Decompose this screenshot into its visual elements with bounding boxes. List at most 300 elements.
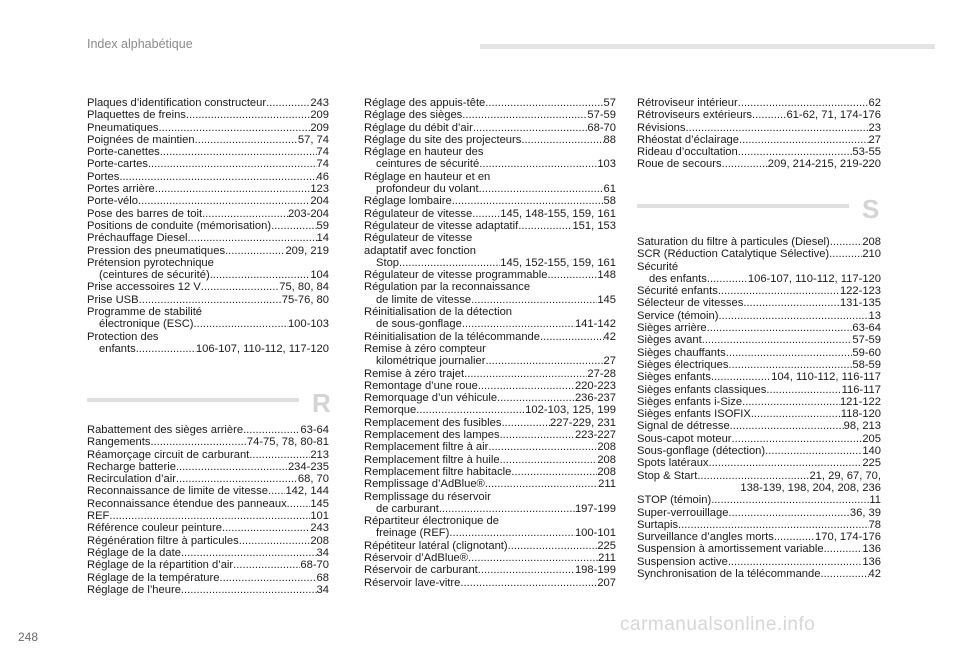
index-pages: 208	[862, 236, 881, 248]
index-entry	[364, 392, 616, 404]
index-entry-heading: Réinitialisation de la détection	[364, 306, 513, 319]
dot-leader	[210, 269, 311, 281]
index-pages: 220-223	[574, 379, 616, 392]
index-entry	[637, 146, 881, 158]
index-term: Portes	[87, 170, 120, 183]
index-term: Réamorçage circuit de carburant	[87, 448, 250, 461]
index-entry-heading: Régulateur de vitesse	[364, 232, 473, 245]
index-pages: 145	[310, 497, 329, 510]
dot-leader	[160, 146, 317, 158]
index-pages: 208	[597, 441, 616, 454]
index-term: Saturation du filtre à particules (Diesel)	[637, 236, 830, 248]
index-term: Suspension à amortissement variable	[637, 543, 824, 556]
dot-leader	[488, 441, 597, 453]
index-entry	[364, 97, 616, 109]
index-term: Rhéostat d’éclairage	[637, 133, 739, 146]
dot-leader	[471, 294, 597, 306]
dot-leader	[479, 158, 597, 170]
index-pages: 225	[862, 457, 881, 470]
index-pages: 243	[310, 97, 329, 109]
dot-leader	[686, 122, 869, 134]
index-term: Sièges enfants classiques	[637, 383, 767, 396]
index-pages: 104	[310, 269, 329, 282]
dot-leader	[239, 535, 311, 547]
index-term: Synchronisation de la télécommande	[637, 568, 821, 581]
index-entry	[637, 297, 881, 309]
index-entry	[87, 485, 329, 497]
dot-leader	[186, 109, 310, 121]
index-term: Répétiteur latéral (clignotant)	[364, 539, 508, 552]
dot-leader	[508, 540, 598, 552]
dot-leader	[722, 158, 768, 170]
dot-leader	[452, 195, 604, 207]
index-pages: 208	[310, 534, 329, 547]
index-term: kilométrique journalier	[376, 355, 486, 368]
index-column-1-top	[87, 97, 329, 355]
index-term: Recharge batterie	[87, 460, 176, 473]
index-term: Service (témoin)	[637, 309, 719, 322]
dot-leader	[743, 297, 840, 309]
index-term: Rétroviseur intérieur	[637, 97, 738, 109]
header-bar	[480, 44, 935, 49]
index-entry	[364, 552, 616, 564]
index-term: SCR (Réduction Catalytique Sélective)	[637, 248, 830, 261]
dot-leader	[521, 134, 603, 146]
dot-leader	[501, 417, 550, 429]
index-term: Réinitialisation de la télécommande	[364, 330, 540, 343]
index-entry-heading: Remise à zéro compteur	[364, 342, 486, 355]
index-entry	[87, 436, 329, 448]
index-term: Porte-cartes	[87, 158, 148, 171]
index-pages: 62	[868, 97, 881, 109]
index-entry-heading: Régulation par la reconnaissance	[364, 281, 531, 294]
index-entry	[87, 158, 329, 170]
index-term: Pression des pneumatiques	[87, 244, 226, 257]
section-divider-r	[87, 398, 299, 402]
index-pages: 42	[603, 330, 616, 343]
index-pages: 205	[862, 432, 881, 445]
index-term: de carburant	[376, 502, 439, 515]
dot-leader	[751, 408, 841, 420]
index-entry	[87, 473, 329, 485]
index-term: Référence couleur peinture	[87, 522, 222, 535]
index-pages: 211	[598, 478, 616, 491]
index-term: Régénération filtre à particules	[87, 534, 239, 547]
index-term: profondeur du volant	[376, 183, 479, 196]
dot-leader	[462, 318, 575, 330]
index-term: Régulateur de vitesse	[364, 207, 473, 220]
dot-leader	[222, 522, 310, 534]
index-entry	[364, 355, 616, 367]
index-pages: 27	[868, 133, 881, 146]
index-pages: 136	[862, 555, 881, 568]
index-entry	[87, 220, 329, 232]
index-pages: 27-28	[587, 367, 616, 380]
dot-leader	[201, 281, 279, 293]
dot-leader	[478, 380, 575, 392]
index-term: Rabattement des sièges arrière	[87, 424, 244, 436]
index-pages: 145, 152-155, 159, 161	[500, 256, 616, 269]
index-pages: 59-60	[852, 346, 881, 359]
index-entry	[87, 232, 329, 244]
index-term: électronique (ESC)	[99, 318, 194, 331]
index-term: de limite de vitesse	[376, 293, 472, 306]
index-term: Plaques d’identification constructeur	[87, 97, 267, 109]
index-entry	[637, 556, 881, 568]
section-title: Index alphabétique	[87, 37, 193, 51]
dot-leader	[194, 318, 288, 330]
index-pages: 145	[597, 293, 616, 306]
index-term: Réglage des sièges	[364, 109, 463, 122]
index-pages: 136	[862, 543, 881, 556]
index-pages: 21, 29, 67, 70,	[809, 469, 881, 482]
index-entry	[637, 494, 881, 506]
dot-leader	[176, 461, 288, 473]
dot-leader	[485, 478, 598, 490]
dot-leader	[249, 449, 310, 461]
index-entry	[637, 359, 881, 371]
index-term: STOP (témoin)	[637, 494, 712, 507]
index-term: Positions de conduite (mémorisation)	[87, 219, 272, 232]
index-entry	[364, 220, 616, 232]
dot-leader	[416, 404, 525, 416]
index-pages: 57	[603, 97, 616, 109]
index-pages: 103	[597, 158, 616, 171]
index-term: Sélecteur de vitesses	[637, 297, 744, 310]
dot-leader	[718, 310, 868, 322]
index-entry	[364, 527, 616, 539]
dot-leader	[728, 359, 852, 371]
index-term: Sièges chauffants	[637, 346, 726, 359]
index-term: Poignées de maintien	[87, 133, 195, 146]
index-pages: 106-107, 110-112, 117-120	[195, 342, 329, 355]
index-entry	[87, 522, 329, 534]
index-pages: 14	[316, 232, 329, 245]
index-entry	[364, 368, 616, 380]
dot-leader	[765, 445, 862, 457]
dot-leader	[726, 347, 853, 359]
index-term: Sièges enfants i-Size	[637, 395, 743, 408]
dot-leader	[738, 146, 853, 158]
section-letter-s: S	[862, 194, 880, 224]
index-term: Réglage du site des projecteurs	[364, 133, 522, 146]
index-term: Rétroviseurs extérieurs	[637, 109, 753, 122]
index-entry	[87, 572, 329, 584]
index-entry	[87, 535, 329, 547]
index-entry	[637, 543, 881, 555]
index-pages: 100-101	[574, 527, 616, 540]
dot-leader	[829, 248, 862, 260]
dot-leader	[702, 334, 853, 346]
index-pages: 198-199	[574, 564, 616, 577]
index-pages: 100-103	[287, 318, 329, 331]
index-pages: 142, 144	[285, 485, 329, 498]
index-term: Remplacement filtre à huile	[364, 453, 500, 466]
index-term: Signal de détresse	[637, 420, 730, 433]
index-pages: 236-237	[574, 392, 616, 405]
index-pages: 36, 39	[849, 506, 881, 519]
index-term: (ceintures de sécurité)	[99, 269, 210, 282]
index-pages: 210	[862, 248, 881, 261]
index-entry	[637, 470, 881, 482]
index-term: des enfants	[649, 272, 707, 285]
index-pages: 209	[310, 109, 329, 122]
index-pages: 213	[310, 448, 329, 461]
index-entry	[87, 183, 329, 195]
index-pages: 197-199	[574, 502, 616, 515]
index-term: Sièges enfants ISOFIX	[637, 408, 751, 421]
index-entry	[87, 510, 329, 522]
index-term: Remorque	[364, 404, 417, 417]
index-entry	[637, 122, 881, 134]
dot-leader	[460, 577, 597, 589]
index-entry	[87, 208, 329, 220]
index-column-3-bottom	[637, 236, 881, 580]
dot-leader	[159, 122, 311, 134]
index-pages: 227-229, 231	[550, 416, 616, 429]
index-entry	[364, 454, 616, 466]
index-term: Réglage lombaire	[364, 195, 452, 208]
index-term: Remplissage d’AdBlue®	[364, 478, 485, 491]
index-pages: 141-142	[574, 318, 616, 331]
index-term: REF	[87, 510, 110, 523]
index-pages: 63-64	[300, 424, 329, 436]
index-entry-heading: Remplissage du réservoir	[364, 490, 491, 503]
index-column-3-top	[637, 97, 881, 171]
dot-leader	[697, 470, 809, 482]
index-term: Sièges arrière	[637, 322, 707, 335]
index-pages: 59	[316, 219, 329, 232]
dot-leader	[155, 183, 311, 195]
index-pages: 203-204	[287, 207, 329, 220]
dot-leader	[742, 396, 840, 408]
index-term: Rideau d’occultation	[637, 146, 738, 159]
index-pages: 13	[868, 309, 881, 322]
section-divider-s	[637, 204, 849, 208]
index-pages: 208	[597, 453, 616, 466]
index-entry-heading: Protection des	[87, 330, 159, 343]
index-entry	[637, 273, 881, 285]
index-entry	[364, 257, 616, 269]
index-pages: 209, 219	[285, 244, 329, 257]
dot-leader	[266, 97, 310, 109]
dot-leader	[464, 368, 587, 380]
dot-leader	[485, 97, 603, 109]
dot-leader	[268, 485, 285, 497]
index-entry	[637, 408, 881, 420]
index-term: Régulateur de vitesse adaptatif	[364, 219, 519, 232]
index-entry	[637, 519, 881, 531]
index-term: Porte-canettes	[87, 146, 160, 159]
index-entry	[637, 158, 881, 170]
index-pages: 204	[310, 195, 329, 208]
index-pages: 58	[603, 195, 616, 208]
index-pages: 75, 80, 84	[279, 281, 329, 294]
index-pages: 148	[597, 269, 616, 282]
index-entry	[637, 236, 881, 248]
index-pages: 104, 110-112, 116-117	[771, 371, 881, 384]
index-term: Réservoir lave-vitre	[364, 576, 461, 589]
index-pages: 74	[316, 146, 329, 159]
index-pages: 63-64	[852, 322, 881, 335]
index-entry	[637, 433, 881, 445]
index-pages: 68, 70	[297, 473, 329, 486]
dot-leader	[109, 510, 310, 522]
index-entry	[87, 269, 329, 281]
index-entry-heading: Prétension pyrotechnique	[87, 256, 214, 269]
index-entry	[637, 322, 881, 334]
index-entry	[364, 404, 616, 416]
index-entry	[637, 371, 881, 383]
index-pages: 75-76, 80	[281, 293, 329, 306]
index-term: Réglage de la date	[87, 546, 181, 559]
index-pages: 123	[310, 183, 329, 196]
index-term: Suspension active	[637, 555, 728, 568]
index-entry	[637, 97, 881, 109]
index-entry	[364, 294, 616, 306]
index-pages: 57, 74	[297, 133, 329, 146]
dot-leader	[709, 457, 863, 469]
index-term: Prise USB	[87, 293, 139, 306]
index-term: de sous-gonflage	[376, 318, 462, 331]
dot-leader	[462, 109, 587, 121]
index-term: Sous-capot moteur	[637, 432, 732, 445]
index-entry	[87, 294, 329, 306]
index-term: Remplacement filtre habitacle	[364, 465, 512, 478]
index-term: Portes arrière	[87, 183, 155, 196]
index-entry	[87, 547, 329, 559]
index-term: Porte-vélo	[87, 195, 138, 208]
dot-leader	[478, 564, 575, 576]
index-term: Sièges enfants	[637, 371, 712, 384]
page-number: 248	[18, 630, 39, 644]
index-pages: 68-70	[300, 559, 329, 572]
index-term: Reconnaissance étendue des panneaux	[87, 497, 287, 510]
dot-leader	[472, 208, 500, 220]
index-entry	[637, 507, 881, 519]
index-pages: 118-120	[840, 408, 881, 421]
index-entry	[637, 457, 881, 469]
index-pages: 131-135	[839, 297, 881, 310]
index-term: freinage (REF)	[376, 527, 450, 540]
dot-leader	[752, 109, 786, 121]
index-entry	[637, 134, 881, 146]
index-pages: 243	[310, 522, 329, 535]
index-entry	[637, 420, 881, 432]
index-term: Remplacement filtre à air	[364, 441, 489, 454]
index-pages: 207	[597, 576, 616, 589]
index-term: Réglage de l’heure	[87, 583, 181, 596]
index-entry	[637, 531, 881, 543]
index-pages: 101	[310, 510, 329, 523]
index-pages: 88	[603, 133, 616, 146]
index-term: Remplacement des fusibles	[364, 416, 502, 429]
dot-leader	[678, 519, 869, 531]
index-pages: 234-235	[287, 460, 329, 473]
index-term: Réglage de la répartition d’air	[87, 559, 234, 572]
index-entry	[364, 318, 616, 330]
index-entry	[87, 343, 329, 355]
index-pages: 211	[598, 551, 616, 564]
index-pages: 57-59	[587, 109, 616, 122]
index-entry	[364, 208, 616, 220]
dot-leader	[711, 494, 869, 506]
dot-leader	[830, 236, 863, 248]
dot-leader	[287, 498, 311, 510]
index-pages: 225	[597, 539, 616, 552]
index-entry-heading: adaptatif avec fonction	[364, 244, 476, 257]
index-entry	[87, 498, 329, 510]
index-entry	[87, 559, 329, 571]
index-entry-heading: Répartiteur électronique de	[364, 515, 499, 528]
index-entry	[364, 441, 616, 453]
index-term: Réglage des appuis-tête	[364, 97, 486, 109]
index-entry	[637, 568, 881, 580]
index-term: Stop & Start	[637, 469, 698, 482]
index-pages: 23	[868, 121, 881, 134]
index-entry	[364, 478, 616, 490]
dot-leader	[739, 134, 869, 146]
dot-leader	[824, 543, 863, 555]
index-pages: 61-62, 71, 174-176	[786, 109, 881, 122]
dot-leader	[500, 454, 598, 466]
dot-leader	[136, 343, 196, 355]
index-pages: 74	[316, 158, 329, 171]
index-term: Préchauffage Diesel	[87, 232, 188, 245]
dot-leader	[540, 331, 604, 343]
index-entry	[364, 564, 616, 576]
index-entry	[87, 461, 329, 473]
index-pages: 58-59	[852, 358, 881, 371]
index-term: Rangements	[87, 436, 151, 449]
index-pages: 145, 148-155, 159, 161	[500, 207, 616, 220]
index-term: Sécurité enfants	[637, 285, 718, 298]
index-entry	[87, 318, 329, 330]
index-term: Roue de secours	[637, 158, 722, 171]
dot-leader	[497, 392, 575, 404]
index-term: Spots latéraux	[637, 457, 709, 470]
dot-leader	[479, 183, 604, 195]
dot-leader	[119, 171, 316, 183]
index-entry-heading: Programme de stabilité	[87, 306, 203, 319]
index-entry	[364, 195, 616, 207]
dot-leader	[547, 269, 597, 281]
index-pages: 68-70	[587, 121, 616, 134]
index-entry	[637, 285, 881, 297]
index-entry	[364, 331, 616, 343]
index-entry-continuation	[637, 482, 881, 494]
index-term: Surveillance d’angles morts	[637, 531, 774, 544]
index-entry	[87, 146, 329, 158]
index-pages: 138-139, 198, 204, 208, 236	[740, 481, 881, 494]
index-entry	[87, 109, 329, 121]
dot-leader	[728, 507, 849, 519]
index-entry	[637, 310, 881, 322]
index-pages: 34	[316, 546, 329, 559]
index-term: enfants	[99, 342, 136, 355]
index-entry	[364, 429, 616, 441]
dot-leader	[176, 473, 298, 485]
index-pages: 170, 174-176	[815, 531, 881, 544]
index-entry	[364, 503, 616, 515]
dot-leader	[732, 433, 863, 445]
index-entry	[87, 424, 329, 436]
index-pages: 208	[597, 465, 616, 478]
index-pages: 34	[316, 583, 329, 596]
dot-leader	[399, 257, 500, 269]
index-pages: 61	[603, 183, 616, 196]
dot-leader	[718, 285, 840, 297]
